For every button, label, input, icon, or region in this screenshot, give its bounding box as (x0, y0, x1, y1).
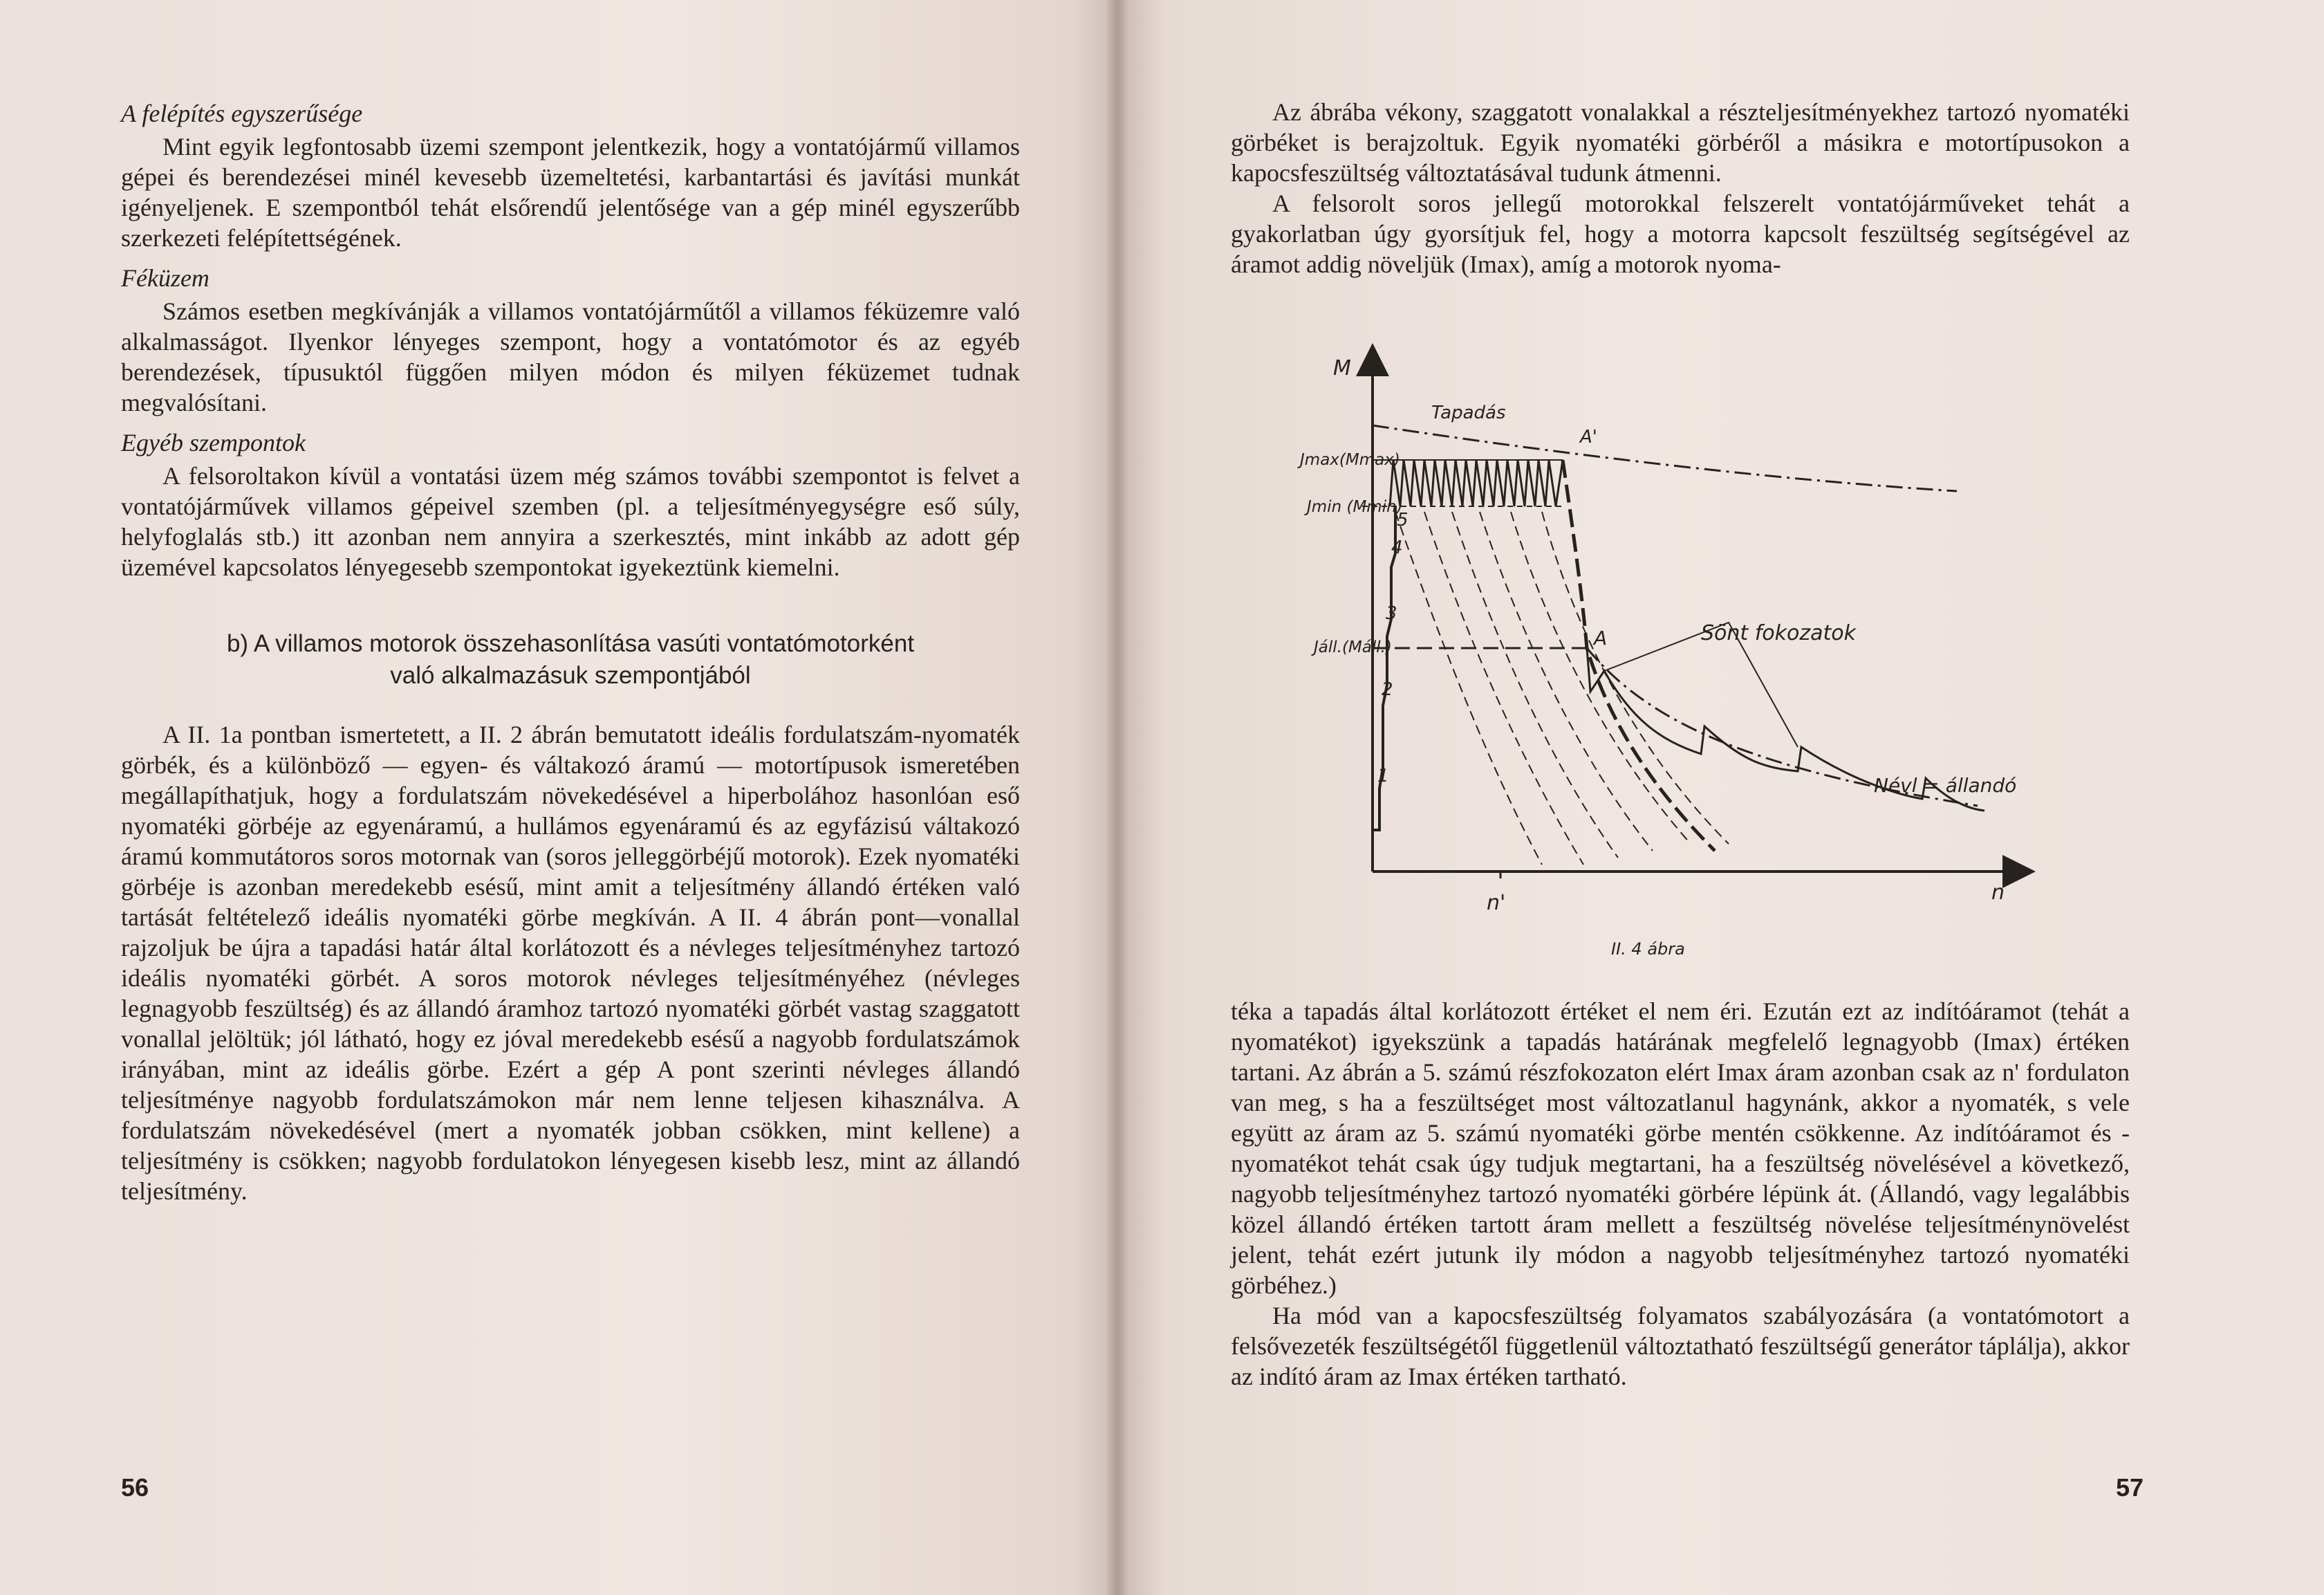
partial-curve-4 (1480, 512, 1653, 851)
paragraph-comparison: A II. 1a pontban ismertetett, a II. 2 ábrán bemutatott ideális fordulatszám-nyomaték görbék, és a különböző — egyen- és váltakozó áramú — motortípusok ismeretében megállapíthatjuk, hogy a fordulatszám növekedésével a hiperbolához hasonlóan eső nyomatéki görbéje az egyenáramú, a hullámos egyenáramú és az egyfázisú váltakozó áramú kommutátoros soros motornak van (soros jelleggörbéjű motorok). Ezek nyomatéki görbéje is azonban meredekebb esésű, mint amit a teljesítmény állandó értéken való tartását feltételező ideális nyomatéki görbe megkíván. A II. 4 ábrán pont—vonallal rajzoljuk be újra a tapadási határ által korlátozott és a névleges teljesítményhez tartozó ideális nyomatéki görbét. A soros motorok névleges teljesítményéhez (névleges legnagyobb feszültség) és az állandó áramhoz tartozó nyomatéki görbét vastag szaggatott vonallal jelöltük; jól látható, hogy ez jóval meredekebb esésű a nagyobb fordulatszámok irányában, mint az ideális görbe. Ezért a gép A pont szerinti névleges állandó teljesítménye nagyobb fordulatszámokon már nem lenne teljesen kihasználva. A fordulatszám növekedésével (mert a nyomaték jobban csökken, mint kellene) a teljesítmény is csökken; nagyobb fordulatokon lényegesen kisebb lesz, mint az állandó teljesítmény. (121, 721, 1020, 1205)
partial-curve-2 (1424, 512, 1583, 865)
right-text-column-bottom (1231, 996, 2130, 1392)
paragraph-simplicity: Mint egyik legfontosabb üzemi szempont jelentkezik, hogy a vontatójármű villamos gépei és berendezései minél kevesebb üzemeltetési, karbantartási és javítási munkát igényeljenek. E szempontból tehát elsőrendű jelentősége van a gép minél egyszerűbb szerkezeti felépítettségének. (121, 133, 1020, 252)
sawtooth-current (1390, 460, 1563, 506)
book-gutter (1105, 0, 1128, 1595)
nevl-label: Névl = állandó (1874, 774, 2017, 797)
step-label-4: 4 (1391, 537, 1403, 558)
heading-other: Egyéb szempontok (121, 429, 306, 457)
page-number-left: 56 (121, 1473, 149, 1502)
partial-curve-6 (1542, 512, 1729, 844)
sont-label: Sönt fokozatok (1701, 621, 1856, 645)
paragraph-other: A felsoroltakon kívül a vontatási üzem még számos további szempontot is felvet a vontatójárművek villamos gépeivel szemben (pl. a teljesítményegységre eső súly, helyfoglalás stb.) itt azonban nem annyira a szerkesztés, mint inkább az adott gép üzemével kapcsolatos lényegesebb szempontokat igyekeztünk kiemelni. (121, 462, 1020, 581)
left-text-column (121, 97, 1020, 1206)
step-label-2: 2 (1382, 679, 1393, 700)
rated-current-curve (1563, 460, 1715, 851)
paragraph-partial-curves: Az ábrába vékony, szaggatott vonalakkal a részteljesítményekhez tartozó nyomatéki görbéket is berajzoltuk. Egyik nyomatéki görbéről a másikra e motortípusokon a kapocsfeszültség változtatásával tudunk átmenni. (1231, 98, 2130, 187)
left-page (0, 0, 1117, 1595)
right-text-column-top (1231, 97, 2130, 279)
tapadas-label: Tapadás (1431, 403, 1506, 423)
n-prime-label: n' (1487, 891, 1506, 915)
jmin-label: Jmin (Mmin) (1307, 498, 1403, 516)
partial-curve-3 (1452, 512, 1618, 858)
jall-label: Jáll.(Máll.) (1314, 638, 1392, 656)
figure-torque-speed (1300, 346, 2040, 968)
paragraph-start-current: téka a tapadás által korlátozott értéket el nem éri. Ezután ezt az indítóáramot (tehát a nyomatékot) igyekszünk a tapadás határának megfelelő legnagyobb (Imax) értéken tartani. Az ábrán a 5. számú részfokozaton elért Imax áram azonban csak az n' fordulaton van meg, s ha a feszültséget most változatlanul hagynánk, akkor a nyomaték, s vele együtt az áram az 5. számú nyomatéki görbe mentén csökkenne. Az indítóáramot és -nyomatékot tehát csak úgy tudjuk megtartani, ha a feszültség növelésével a következő, nagyobb teljesítményhez tartozó nyomatéki görbére lépünk át. (Állandó, vagy legalábbis közel állandó értéken tartott áram mellett a feszültség növelése teljesítménynövelést jelent, tehát ezért jutunk ily módon a nagyobb teljesítményhez tartozó nyomatéki görbéhez.) (1231, 997, 2130, 1299)
jmax-label: Jmax(Mmax) (1300, 451, 1400, 469)
partial-curve-1 (1395, 512, 1542, 865)
figure-caption: II. 4 ábra (1611, 939, 1685, 959)
a-prime-label: A' (1580, 427, 1597, 448)
heading-simplicity: A felépítés egyszerűsége (121, 100, 363, 127)
section-subheading-line1: b) A villamos motorok összehasonlítása vasúti vontatómotorként (226, 630, 915, 657)
step-label-1: 1 (1377, 766, 1389, 786)
paragraph-continuous-control: Ha mód van a kapocsfeszültség folyamatos szabályozására (a vontatómotort a felsővezeték feszültségétől függetlenül változtatható feszültségű generátor táplálja), akkor az indító áram az Imax értéken tartható. (1231, 1302, 2130, 1390)
x-axis-label: n (1991, 881, 2005, 905)
adhesion-limit-curve (1373, 425, 1957, 491)
step-label-5: 5 (1397, 510, 1409, 531)
page-number-right: 57 (2116, 1473, 2144, 1502)
paragraph-braking: Számos esetben megkívánják a villamos vontatójárműtől a villamos féküzemre való alkalmasságot. Ilyenkor lényeges szempont, hogy a vontatómotor és az egyéb berendezések, típusuktól függően milyen módon és milyen féküzemet tudnak megvalósítani. (121, 297, 1020, 416)
heading-braking: Féküzem (121, 264, 210, 292)
paragraph-acceleration: A felsorolt soros jellegű motorokkal felszerelt vontatójárműveket tehát a gyakorlatban úgy gyorsítjuk fel, hogy a motorra kapcsolt feszültség segítségével az áramot addig növeljük (Imax), amíg a motorok nyoma- (1231, 190, 2130, 278)
point-a-label: A (1594, 627, 1608, 649)
step-label-3: 3 (1386, 603, 1397, 624)
y-axis-label: M (1333, 356, 1351, 380)
section-subheading-line2: való alkalmazásuk szempontjából (390, 662, 751, 689)
